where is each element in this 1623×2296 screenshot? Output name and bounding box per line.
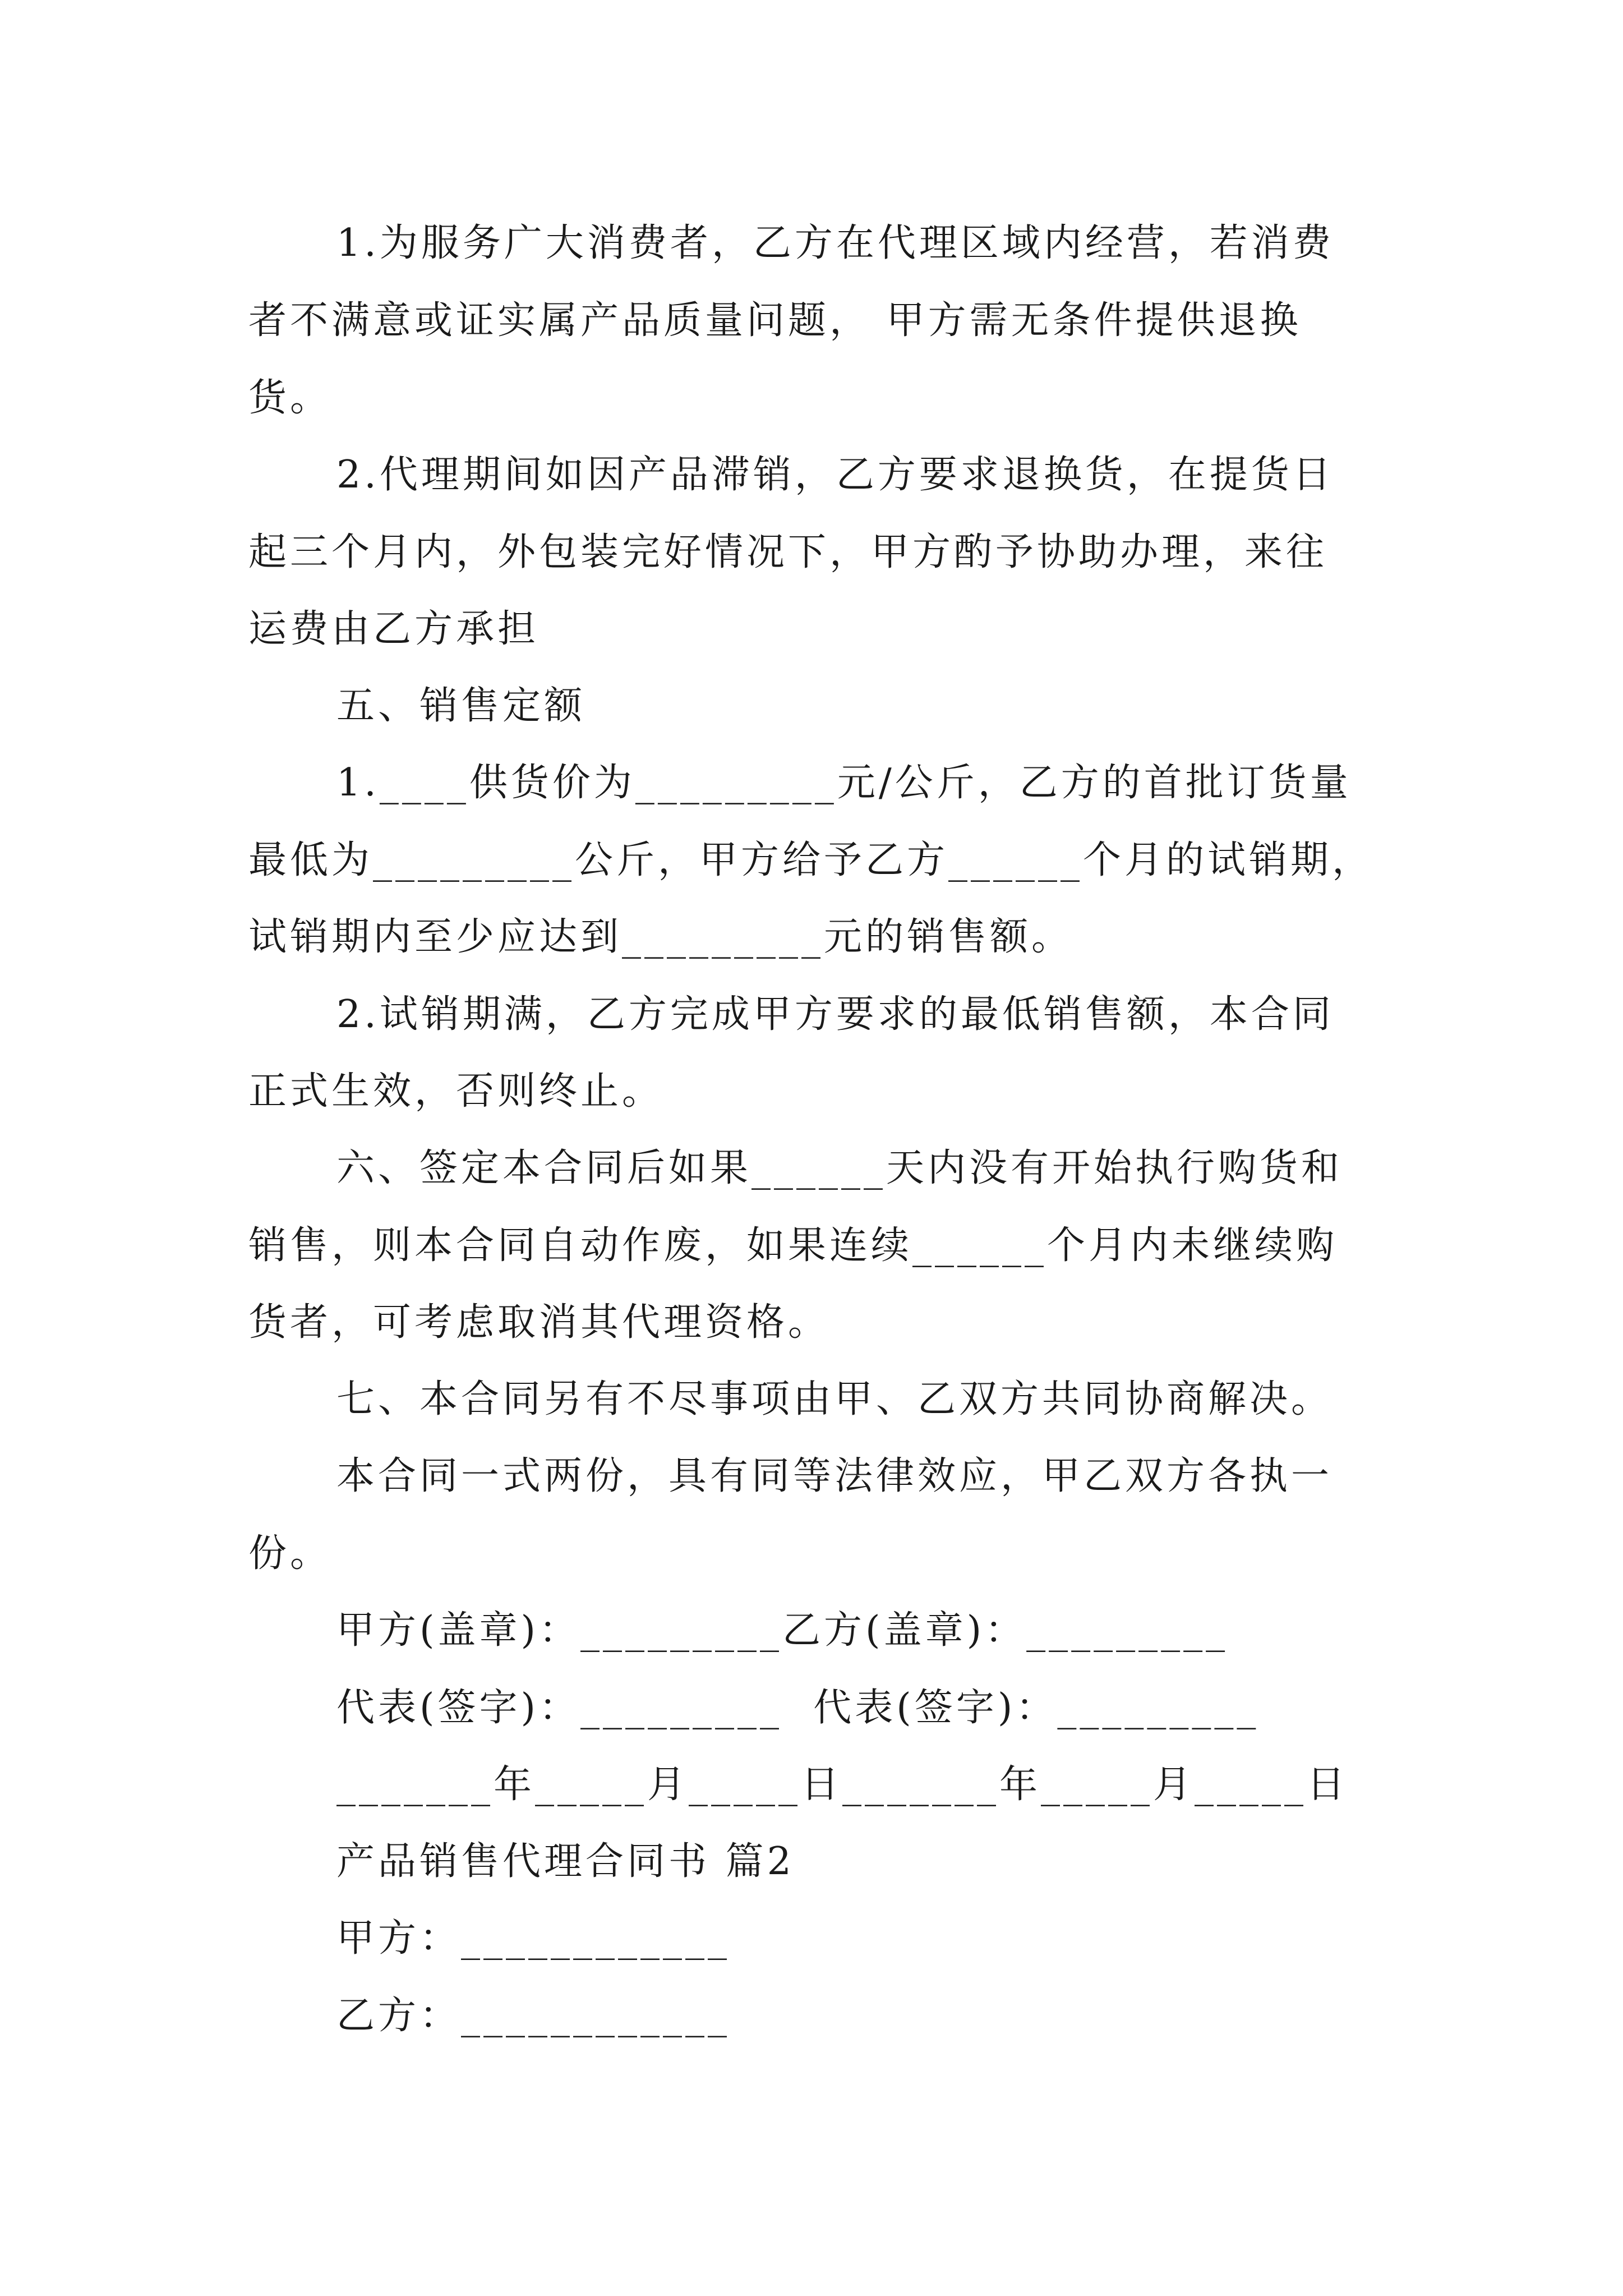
party-a-line: 甲方：____________	[336, 1916, 731, 1961]
clause-5-1-line-3: 试销期内至少应达到_________元的销售额。	[248, 915, 1073, 959]
section-5-heading: 五、销售定额	[336, 684, 586, 728]
section-7-line: 七、本合同另有不尽事项由甲、乙双方共同协商解决。	[336, 1377, 1333, 1421]
section-6-line-3: 货者，可考虑取消其代理资格。	[248, 1300, 830, 1345]
clause-4-2-line-1: 2.代理期间如因产品滞销，乙方要求退换货，在提货日	[336, 453, 1334, 497]
signature-line: 代表(签字)：_________ 代表(签字)：_________	[336, 1686, 1260, 1730]
clause-4-1-line-2: 者不满意或证实属产品质量问题， 甲方需无条件提供退换	[248, 298, 1302, 343]
section-6-line-2: 销售，则本合同自动作废，如果连续______个月内未继续购	[248, 1223, 1338, 1268]
party-b-line: 乙方：____________	[336, 1994, 731, 2038]
copies-line-1: 本合同一式两份，具有同等法律效应，甲乙双方各执一	[336, 1454, 1333, 1498]
section-6-line-1: 六、签定本合同后如果______天内没有开始执行购货和	[336, 1146, 1343, 1190]
clause-4-1-line-3: 货。	[248, 376, 332, 420]
contract-2-title: 产品销售代理合同书 篇2	[336, 1839, 795, 1884]
copies-line-2: 份。	[248, 1531, 332, 1576]
clause-5-1-line-2: 最低为_________公斤，甲方给予乙方______个月的试销期，	[248, 838, 1374, 882]
date-line: _______年_____月_____日_______年_____月_____日	[336, 1763, 1349, 1807]
clause-5-2-line-2: 正式生效，否则终止。	[248, 1069, 664, 1114]
clause-5-2-line-1: 2.试销期满，乙方完成甲方要求的最低销售额，本合同	[336, 992, 1334, 1037]
clause-5-1-line-1: 1.____供货价为_________元/公斤，乙方的首批订货量	[336, 761, 1352, 805]
seal-line: 甲方(盖章)：_________乙方(盖章)：_________	[336, 1608, 1229, 1653]
clause-4-1-line-1: 1.为服务广大消费者，乙方在代理区域内经营，若消费	[336, 221, 1334, 265]
clause-4-2-line-3: 运费由乙方承担	[248, 607, 540, 651]
clause-4-2-line-2: 起三个月内，外包装完好情况下，甲方酌予协助办理，来往	[248, 530, 1328, 574]
